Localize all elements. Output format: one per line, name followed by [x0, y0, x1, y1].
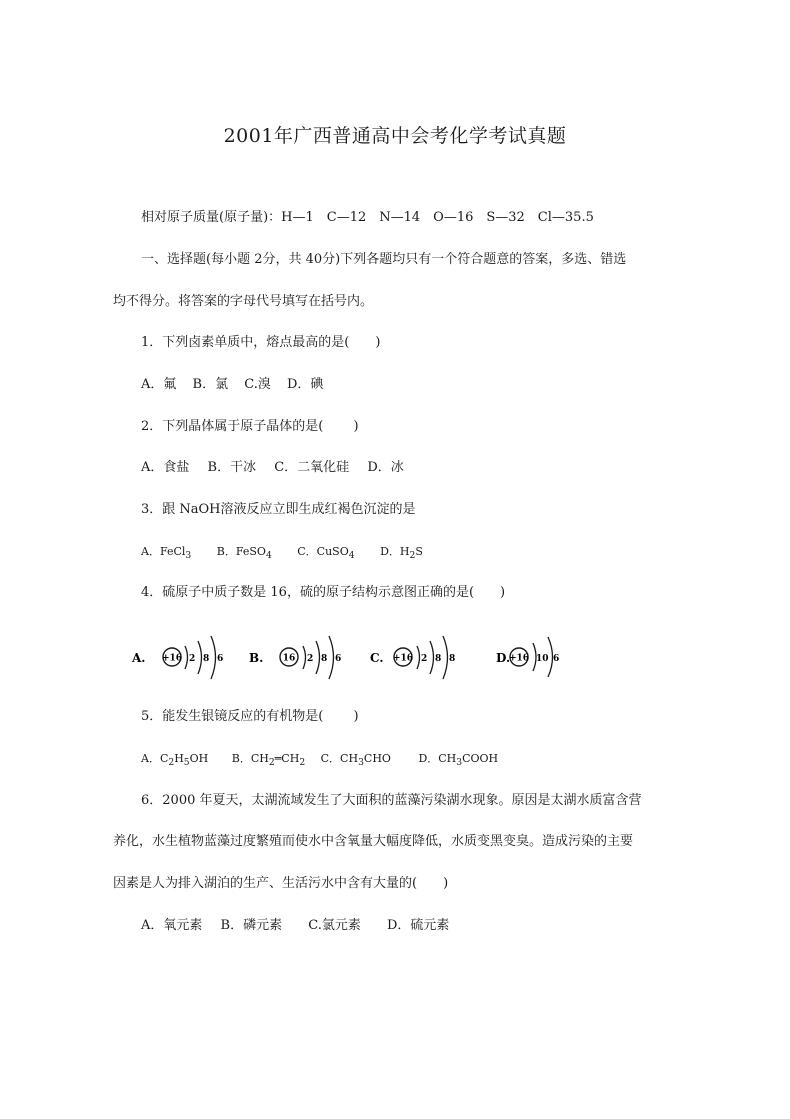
question-6-stem-line2: 养化，水生植物蓝藻过度繁殖而使水中含氧量大幅度降低，水质变黑变臭。造成污染的主要 — [113, 834, 634, 849]
diagram-c-shell-3 — [443, 636, 448, 679]
q5-option-b: B．$CH_2═CH_2$ — [231, 752, 306, 769]
q2-option-b: B．干冰 — [207, 460, 257, 475]
diagram-b-shell-3-count: 6 — [335, 654, 342, 664]
diagram-option-a — [131, 636, 223, 679]
q5-option-d: D．$CH_3COOH$ — [418, 752, 499, 769]
q3-option-c: C．CuSO$_4$ — [297, 545, 355, 562]
q2-option-a: A．食盐 — [141, 460, 190, 475]
question-1-stem: 1．下列卤素单质中，熔点最高的是( ) — [141, 335, 381, 350]
q6-option-d: D．硫元素 — [387, 918, 450, 933]
atomic-mass-line: 相对原子质量(原子量)：H—1 C—12 N—14 O—16 S—32 Cl—35.5 — [141, 210, 594, 225]
q3-option-a: A．FeCl$_3$ — [141, 545, 192, 562]
diagram-a-shell-3 — [211, 636, 216, 679]
q1-option-d: D．碘 — [287, 377, 324, 392]
question-6-stem-line1: 6．2000 年夏天，太湖流域发生了大面积的蓝藻污染湖水现象。原因是太湖水质富含营 — [141, 793, 642, 808]
q2-option-d: D．冰 — [367, 460, 404, 475]
diagram-b-shell-1-count: 2 — [307, 654, 314, 664]
q6-option-b: B．磷元素 — [220, 918, 283, 933]
diagram-d-label: D. — [496, 651, 511, 665]
diagram-option-c — [370, 636, 455, 679]
diagram-d-nucleus-text: +16 — [508, 653, 530, 664]
diagram-a-nucleus-text: +16 — [161, 653, 183, 664]
page-title: 2001年广西普通高中会考化学考试真题 — [223, 125, 567, 147]
diagram-c-shell-1 — [417, 646, 420, 669]
diagram-a-shell-1 — [185, 646, 188, 669]
diagram-d-shell-2 — [548, 637, 553, 677]
diagram-d-shell-2-count: 6 — [553, 654, 560, 664]
diagram-c-shell-3-count: 8 — [449, 654, 456, 664]
diagram-c-nucleus-text: +16 — [392, 653, 414, 664]
question-1-options — [141, 377, 323, 393]
question-6-options — [141, 918, 449, 934]
question-6-stem-line3: 因素是人为排入湖泊的生产、生活污水中含有大量的( ) — [113, 876, 449, 891]
question-3-options — [141, 544, 423, 564]
diagram-b-nucleus-text: 16 — [282, 653, 296, 664]
diagram-c-shell-2 — [430, 641, 434, 674]
q6-option-a: A．氧元素 — [141, 918, 203, 933]
question-4-stem: 4．硫原子中质子数是 16，硫的原子结构示意图正确的是( ) — [141, 585, 506, 600]
diagram-c-shell-2-count: 8 — [435, 654, 442, 664]
section-instructions-line2: 均不得分。将答案的字母代号填写在括号内。 — [113, 294, 374, 309]
diagram-a-shell-2-count: 8 — [203, 654, 210, 664]
question-2-options — [141, 460, 404, 476]
q5-option-a: A．$C_2H_5OH$ — [141, 752, 209, 769]
diagram-c-shell-1-count: 2 — [421, 654, 428, 664]
atomic-structure-diagram — [128, 626, 568, 688]
diagram-option-b — [249, 636, 341, 679]
diagram-option-d — [496, 637, 559, 677]
q3-option-b: B．FeSO$_4$ — [216, 545, 272, 562]
diagram-c-label: C. — [370, 651, 384, 665]
diagram-a-shell-3-count: 6 — [217, 654, 224, 664]
diagram-a-label: A. — [132, 651, 146, 665]
question-2-stem: 2．下列晶体属于原子晶体的是( ) — [141, 419, 359, 434]
diagram-a-shell-2 — [198, 641, 202, 674]
q5-option-c: C．$CH_3CHO$ — [320, 752, 391, 769]
diagram-a-shell-1-count: 2 — [189, 654, 196, 664]
question-5-options — [141, 751, 498, 771]
q1-option-b: B．氯 — [192, 377, 229, 392]
q3-option-d: D．$H_2S$ — [380, 545, 423, 562]
question-5-stem: 5．能发生银镜反应的有机物是( ) — [141, 709, 359, 724]
diagram-b-shell-2-count: 8 — [321, 654, 328, 664]
diagram-b-shell-1 — [303, 646, 306, 669]
diagram-b-shell-3 — [329, 636, 334, 679]
q1-option-a: A．氟 — [141, 377, 177, 392]
q6-option-c: C.氯元素 — [308, 918, 361, 933]
section-instructions-line1: 一、选择题(每小题 2分，共 40分)下列各题均只有一个符合题意的答案，多选、错选 — [141, 252, 627, 267]
q1-option-c: C.溴 — [244, 377, 271, 392]
question-3-stem: 3．跟 NaOH溶液反应立即生成红褐色沉淀的是 — [141, 502, 416, 517]
q2-option-c: C．二氧化硅 — [274, 460, 350, 475]
diagram-d-shell-1-count: 10 — [536, 654, 549, 664]
diagram-b-label: B. — [249, 651, 264, 665]
diagram-b-shell-2 — [316, 641, 320, 674]
